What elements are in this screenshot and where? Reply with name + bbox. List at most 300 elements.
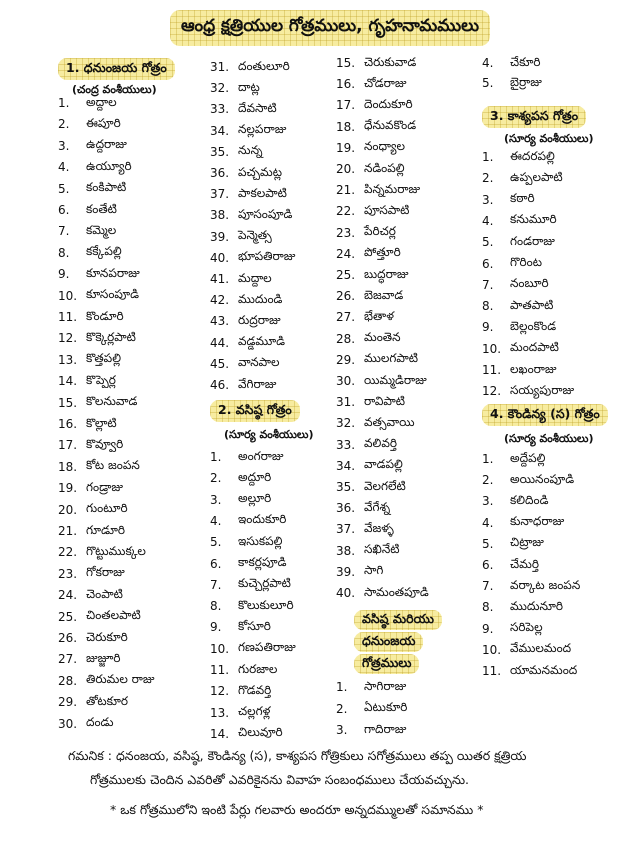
- list-item: [482, 276, 549, 294]
- item-number: 8.: [482, 600, 494, 615]
- list-item: [210, 597, 294, 615]
- list-item: [210, 185, 287, 203]
- list-item: [482, 169, 563, 187]
- item-surname: అల్లూరి: [238, 491, 272, 506]
- item-number: 16.: [58, 417, 78, 431]
- item-surname: తిరుమల రాజు: [86, 672, 155, 687]
- item-surname: పూసంపూడి: [238, 206, 293, 221]
- gotra-subheading: (చంద్ర వంశీయులు): [72, 83, 157, 96]
- item-number: 18.: [336, 119, 356, 134]
- list-item: [210, 576, 291, 594]
- item-surname: అంగరాజు: [238, 448, 284, 463]
- item-number: 38.: [210, 208, 230, 223]
- item-number: 37.: [210, 187, 230, 202]
- item-surname: ఇసుకపల్లి: [238, 533, 283, 548]
- list-item: [336, 118, 416, 136]
- item-number: 22.: [58, 545, 78, 560]
- item-surname: చిలువూరి: [238, 725, 283, 740]
- item-number: 8.: [58, 245, 70, 260]
- item-surname: కంతేటి: [86, 201, 117, 216]
- list-item: [336, 287, 403, 305]
- item-surname: కాకర్లపూడి: [238, 555, 287, 569]
- item-surname: యిమ్మడిరాజు: [364, 372, 427, 387]
- list-item: [336, 563, 383, 581]
- item-number: 4.: [482, 213, 494, 228]
- list-item: [58, 565, 125, 583]
- list-item: [210, 206, 292, 224]
- item-number: 10.: [210, 641, 230, 656]
- item-surname: బుద్ధరాజు: [364, 266, 409, 281]
- item-surname: నల్లపరాజు: [238, 122, 287, 137]
- list-item: [336, 245, 401, 263]
- list-item: [336, 542, 400, 560]
- list-item: [210, 469, 271, 487]
- item-number: 27.: [336, 310, 356, 325]
- list-item: [58, 608, 141, 626]
- list-item: [58, 458, 140, 476]
- list-item: [336, 266, 408, 284]
- item-number: 6.: [210, 556, 222, 571]
- list-item: [482, 318, 556, 336]
- note-line: * ఒక గోత్రములోని ఇంటి పేర్లు గలవారు అందరూ అన్నదమ్ములతో సమానము *: [110, 802, 484, 817]
- list-item: [58, 436, 123, 454]
- item-number: 11.: [58, 310, 78, 324]
- item-surname: భేతాళ: [364, 308, 394, 323]
- list-item: [482, 577, 580, 595]
- item-number: 2.: [210, 471, 222, 486]
- list-item: [336, 520, 394, 538]
- list-item: [336, 351, 418, 369]
- list-item: [336, 160, 405, 178]
- item-surname: పాకలపాటి: [238, 185, 287, 200]
- list-item: [336, 393, 405, 411]
- item-surname: గండరాజు: [510, 233, 555, 248]
- item-surname: వేగేశ్న: [364, 499, 391, 514]
- column-3: [336, 54, 476, 754]
- item-number: 15.: [336, 56, 356, 70]
- item-surname: వలివర్తి: [364, 436, 397, 451]
- item-number: 30.: [58, 716, 78, 731]
- item-surname: దంతులూరి: [238, 58, 290, 73]
- item-surname: బెల్లంకొండ: [510, 318, 557, 333]
- item-number: 6.: [482, 256, 494, 271]
- item-number: 36.: [336, 501, 356, 516]
- item-number: 7.: [482, 579, 494, 594]
- item-number: 2.: [482, 171, 494, 186]
- item-surname: ఏటుకూరి: [364, 700, 408, 714]
- list-item: [58, 394, 137, 412]
- list-item: [58, 415, 117, 433]
- item-number: 20.: [58, 502, 78, 517]
- item-surname: ములగపాటి: [364, 351, 418, 366]
- item-surname: దాట్ల: [238, 79, 260, 94]
- list-item: [482, 641, 571, 659]
- item-number: 23.: [336, 225, 356, 240]
- item-surname: నంధ్యాల: [364, 139, 405, 154]
- item-number: 13.: [58, 352, 78, 367]
- item-number: 46.: [210, 378, 230, 392]
- page-title: ఆంధ్ర క్షత్రియుల గోత్రములు, గృహనామములు: [170, 10, 490, 46]
- list-item: [210, 291, 282, 309]
- item-number: 3.: [482, 192, 494, 207]
- item-surname: ధేనువకొండ: [364, 118, 417, 133]
- item-number: 41.: [210, 272, 230, 286]
- item-surname: గణపతిరాజు: [238, 640, 296, 655]
- item-surname: కనుమూరి: [510, 212, 557, 227]
- list-item: [210, 228, 272, 246]
- list-item: [210, 100, 277, 118]
- item-surname: సామంతపూడి: [364, 584, 429, 599]
- item-number: 9.: [210, 620, 222, 635]
- list-item: [482, 662, 577, 680]
- list-item: [210, 661, 277, 679]
- item-number: 40.: [336, 586, 356, 600]
- list-item: [336, 330, 401, 348]
- item-number: 1.: [210, 450, 222, 464]
- list-item: [210, 618, 271, 636]
- item-surname: ఈపూరి: [86, 115, 121, 130]
- list-item: [482, 535, 544, 553]
- mixed-gotra-heading-line-1: వసిష్ఠ మరియు: [354, 610, 442, 630]
- item-surname: గొడవర్తి: [238, 682, 272, 697]
- gotra-heading-vasishta: 2. వసిష్ఠ గోత్రం: [210, 400, 300, 422]
- item-surname: చేకూరి: [510, 54, 541, 69]
- item-number: 12.: [58, 331, 78, 346]
- item-number: 12.: [210, 684, 230, 699]
- item-number: 30.: [336, 374, 356, 388]
- item-surname: బైర్రాజు: [510, 74, 542, 89]
- item-surname: ఇందుకూరి: [238, 512, 287, 527]
- list-item: [58, 672, 155, 690]
- item-number: 4.: [482, 515, 494, 530]
- item-number: 23.: [58, 566, 78, 581]
- list-item: [336, 224, 396, 242]
- list-item: [482, 340, 559, 358]
- item-surname: మద్దాల: [238, 270, 272, 285]
- item-number: 34.: [336, 458, 356, 473]
- item-number: 5.: [58, 181, 70, 196]
- list-item: [210, 270, 272, 288]
- note-line: గోత్రములకు చెందిన ఎవరితో ఎవరికైనను వివాహ సంబంధములు చేయవచ్చును.: [90, 772, 470, 787]
- item-number: 2.: [336, 701, 348, 716]
- list-item: [482, 598, 563, 616]
- list-item: [482, 361, 557, 379]
- list-item: [58, 222, 116, 240]
- item-surname: కూనపరాజు: [86, 265, 140, 280]
- gotra-subheading: (సూర్య వంశీయులు): [504, 132, 594, 145]
- item-number: 38.: [336, 543, 356, 558]
- item-surname: వానపాల: [238, 355, 280, 370]
- item-number: 10.: [482, 642, 502, 657]
- item-number: 28.: [336, 331, 356, 346]
- item-surname: చిట్రాజు: [510, 535, 544, 550]
- item-number: 26.: [336, 289, 356, 304]
- item-surname: దెందుకూరి: [364, 96, 413, 111]
- item-number: 3.: [482, 494, 494, 509]
- list-item: [210, 512, 286, 530]
- item-number: 11.: [482, 363, 502, 377]
- item-surname: జుజ్జూరి: [86, 650, 121, 665]
- list-item: [482, 54, 541, 72]
- item-surname: బెజవాడ: [364, 287, 404, 302]
- item-surname: లఖంరాజు: [510, 361, 557, 376]
- item-number: 25.: [336, 268, 356, 282]
- list-item: [336, 721, 406, 739]
- item-surname: కంకిపాటి: [86, 180, 127, 195]
- item-number: 6.: [482, 558, 494, 572]
- item-number: 12.: [482, 384, 502, 399]
- list-item: [482, 297, 553, 315]
- item-number: 3.: [58, 138, 70, 153]
- item-surname: చెరుకూరి: [86, 629, 128, 644]
- item-number: 35.: [336, 480, 356, 494]
- item-surname: సరిపెల్ల: [510, 620, 543, 635]
- item-number: 5.: [482, 536, 494, 551]
- item-number: 1.: [336, 680, 348, 694]
- list-item: [58, 479, 123, 497]
- item-surname: కుచ్చెర్లపాటి: [238, 576, 291, 591]
- item-surname: సయ్యపురాజు: [510, 382, 575, 397]
- list-item: [58, 158, 132, 176]
- item-surname: మంతెన: [364, 330, 401, 345]
- item-number: 40.: [210, 250, 230, 265]
- item-surname: కొప్పెర్ల: [86, 372, 116, 387]
- list-item: [58, 522, 125, 540]
- list-item: [210, 143, 263, 161]
- list-item: [58, 244, 122, 262]
- list-item: [210, 640, 296, 658]
- item-number: 25.: [58, 609, 78, 624]
- item-number: 31.: [210, 60, 230, 74]
- mixed-gotra-heading-line-3: గోత్రములు: [354, 654, 419, 674]
- item-number: 3.: [336, 723, 348, 737]
- item-surname: గూడూరి: [86, 522, 126, 537]
- item-number: 33.: [210, 102, 230, 117]
- list-item: [58, 137, 127, 155]
- item-number: 1.: [58, 96, 70, 110]
- item-number: 7.: [482, 277, 494, 292]
- item-number: 37.: [336, 522, 356, 537]
- item-surname: కఠారి: [510, 191, 535, 206]
- item-number: 1.: [482, 452, 494, 466]
- list-item: [58, 329, 136, 347]
- item-surname: చోడరాజు: [364, 75, 407, 90]
- item-number: 10.: [58, 288, 78, 303]
- item-surname: కోట జంపన: [86, 458, 140, 473]
- item-number: 17.: [336, 98, 356, 113]
- item-surname: ఉద్దరాజు: [86, 137, 127, 152]
- list-item: [210, 334, 285, 352]
- list-item: [58, 308, 124, 326]
- item-surname: పిన్నమరాజు: [364, 181, 421, 196]
- item-surname: రుద్రరాజు: [238, 312, 281, 327]
- item-surname: కక్కేపల్లి: [86, 244, 122, 259]
- list-item: [58, 372, 116, 390]
- list-item: [482, 148, 555, 166]
- list-item: [210, 376, 276, 394]
- list-item: [482, 450, 545, 468]
- item-surname: ఈదరపల్లి: [510, 148, 555, 163]
- item-surname: నున్న: [238, 143, 263, 158]
- item-number: 11.: [482, 664, 502, 678]
- list-item: [482, 74, 542, 92]
- column-2: [210, 58, 335, 748]
- list-item: [210, 555, 286, 573]
- item-number: 24.: [58, 588, 78, 603]
- item-number: 15.: [58, 395, 78, 410]
- item-surname: మందపాటి: [510, 340, 559, 355]
- item-number: 11.: [210, 663, 230, 677]
- item-surname: కలిదిండి: [510, 492, 549, 507]
- list-item: [58, 201, 117, 219]
- item-number: 3.: [210, 492, 222, 507]
- item-number: 4.: [58, 160, 70, 175]
- item-number: 13.: [210, 705, 230, 720]
- item-number: 21.: [58, 524, 78, 538]
- list-item: [210, 704, 270, 722]
- list-item: [210, 491, 271, 509]
- item-surname: గొట్టుముక్కల: [86, 543, 146, 558]
- item-number: 2.: [58, 117, 70, 132]
- item-surname: వెలగలేటి: [364, 478, 406, 493]
- item-number: 14.: [58, 374, 78, 389]
- item-number: 42.: [210, 293, 230, 308]
- item-number: 45.: [210, 356, 230, 371]
- item-number: 32.: [336, 416, 356, 431]
- item-number: 39.: [210, 229, 230, 244]
- item-number: 36.: [210, 166, 230, 180]
- item-surname: చల్లగళ్ల: [238, 704, 271, 719]
- list-item: [58, 501, 128, 519]
- item-surname: కొలనువాడ: [86, 394, 138, 409]
- item-surname: చెంపాటి: [86, 586, 123, 601]
- list-item: [482, 382, 574, 400]
- item-number: 2.: [482, 473, 494, 488]
- item-number: 5.: [210, 535, 222, 550]
- item-surname: అద్దేపల్లి: [510, 450, 546, 465]
- item-surname: సాగి: [364, 563, 384, 578]
- list-item: [336, 478, 406, 496]
- item-surname: కొత్తపల్లి: [86, 351, 122, 366]
- list-item: [58, 351, 121, 369]
- list-item: [210, 725, 283, 743]
- list-item: [210, 355, 280, 373]
- list-item: [210, 164, 282, 182]
- list-item: [210, 682, 271, 700]
- list-item: [482, 233, 555, 251]
- item-number: 9.: [482, 621, 494, 636]
- list-item: [58, 180, 126, 198]
- list-item: [210, 58, 290, 76]
- item-number: 29.: [336, 352, 356, 367]
- item-surname: తోటకూర: [86, 693, 129, 708]
- item-number: 28.: [58, 673, 78, 688]
- list-item: [58, 543, 146, 561]
- item-surname: గొరింట: [510, 255, 543, 269]
- item-number: 39.: [336, 564, 356, 579]
- list-item: [58, 287, 139, 305]
- list-item: [336, 700, 407, 718]
- list-item: [210, 79, 260, 97]
- item-number: 31.: [336, 395, 356, 410]
- list-item: [482, 191, 535, 209]
- list-item: [336, 181, 420, 199]
- item-surname: అయినంపూడి: [510, 471, 575, 486]
- gotra-heading-dhanunjaya: 1. ధనుంజయ గోత్రం: [58, 58, 175, 80]
- item-number: 26.: [58, 631, 78, 645]
- gotra-subheading: (సూర్య వంశీయులు): [224, 428, 314, 441]
- item-number: 22.: [336, 204, 356, 219]
- list-item: [336, 457, 403, 475]
- item-number: 8.: [210, 599, 222, 614]
- item-surname: గోకరాజు: [86, 565, 125, 580]
- item-surname: నడింపల్లి: [364, 160, 405, 175]
- note-line: గమనిక : ధనంజయ, వసిష్ఠ, కౌండిన్య (స), కాశ్యపస గోత్రికులు సగోత్రములు తప్ప యితర క్షత్రియ: [68, 748, 527, 763]
- list-item: [210, 249, 295, 267]
- item-surname: కునాధరాజు: [510, 514, 565, 529]
- item-number: 19.: [58, 481, 78, 496]
- item-surname: రావిపాటి: [364, 393, 406, 408]
- item-number: 1.: [482, 150, 494, 164]
- item-surname: గాదిరాజు: [364, 721, 407, 736]
- list-item: [336, 372, 427, 390]
- list-item: [336, 414, 415, 432]
- item-surname: వాడపల్లి: [364, 457, 403, 472]
- list-item: [58, 586, 123, 604]
- item-number: 44.: [210, 335, 230, 350]
- item-number: 43.: [210, 314, 230, 329]
- item-surname: కొవ్వూరి: [86, 436, 124, 451]
- list-item: [482, 255, 542, 273]
- list-item: [336, 436, 397, 454]
- item-surname: వేములమంద: [510, 641, 572, 656]
- list-item: [58, 265, 140, 283]
- item-number: 32.: [210, 81, 230, 96]
- item-surname: ముదునూరి: [510, 598, 564, 613]
- item-surname: ఉయ్యూరి: [86, 158, 132, 173]
- item-surname: వర్కాట జంపన: [510, 577, 581, 592]
- item-number: 20.: [336, 162, 356, 176]
- item-surname: పూసపాటి: [364, 202, 410, 217]
- item-surname: ఉప్పలపాటి: [510, 169, 563, 184]
- item-surname: పోత్తూరి: [364, 245, 401, 260]
- list-item: [336, 96, 413, 114]
- list-item: [210, 312, 281, 330]
- list-item: [58, 94, 117, 112]
- item-surname: యామనమంద: [510, 662, 578, 677]
- item-number: 21.: [336, 183, 356, 198]
- item-surname: కొలుకులూరి: [238, 597, 294, 612]
- list-item: [336, 139, 405, 157]
- list-item: [482, 620, 543, 638]
- item-number: 17.: [58, 438, 78, 453]
- item-number: 8.: [482, 299, 494, 314]
- item-number: 10.: [482, 341, 502, 356]
- item-surname: దేవసాటి: [238, 100, 277, 115]
- list-item: [58, 650, 121, 668]
- item-number: 7.: [58, 224, 70, 239]
- item-number: 9.: [58, 267, 70, 282]
- item-surname: పెన్మెత్స: [238, 228, 272, 243]
- list-item: [336, 678, 406, 696]
- item-number: 18.: [58, 459, 78, 474]
- list-item: [210, 448, 284, 466]
- item-surname: కొల్లాటి: [86, 415, 117, 430]
- item-number: 19.: [336, 140, 356, 155]
- item-number: 33.: [336, 437, 356, 452]
- item-number: 5.: [482, 235, 494, 250]
- item-surname: పాతపాటి: [510, 297, 554, 312]
